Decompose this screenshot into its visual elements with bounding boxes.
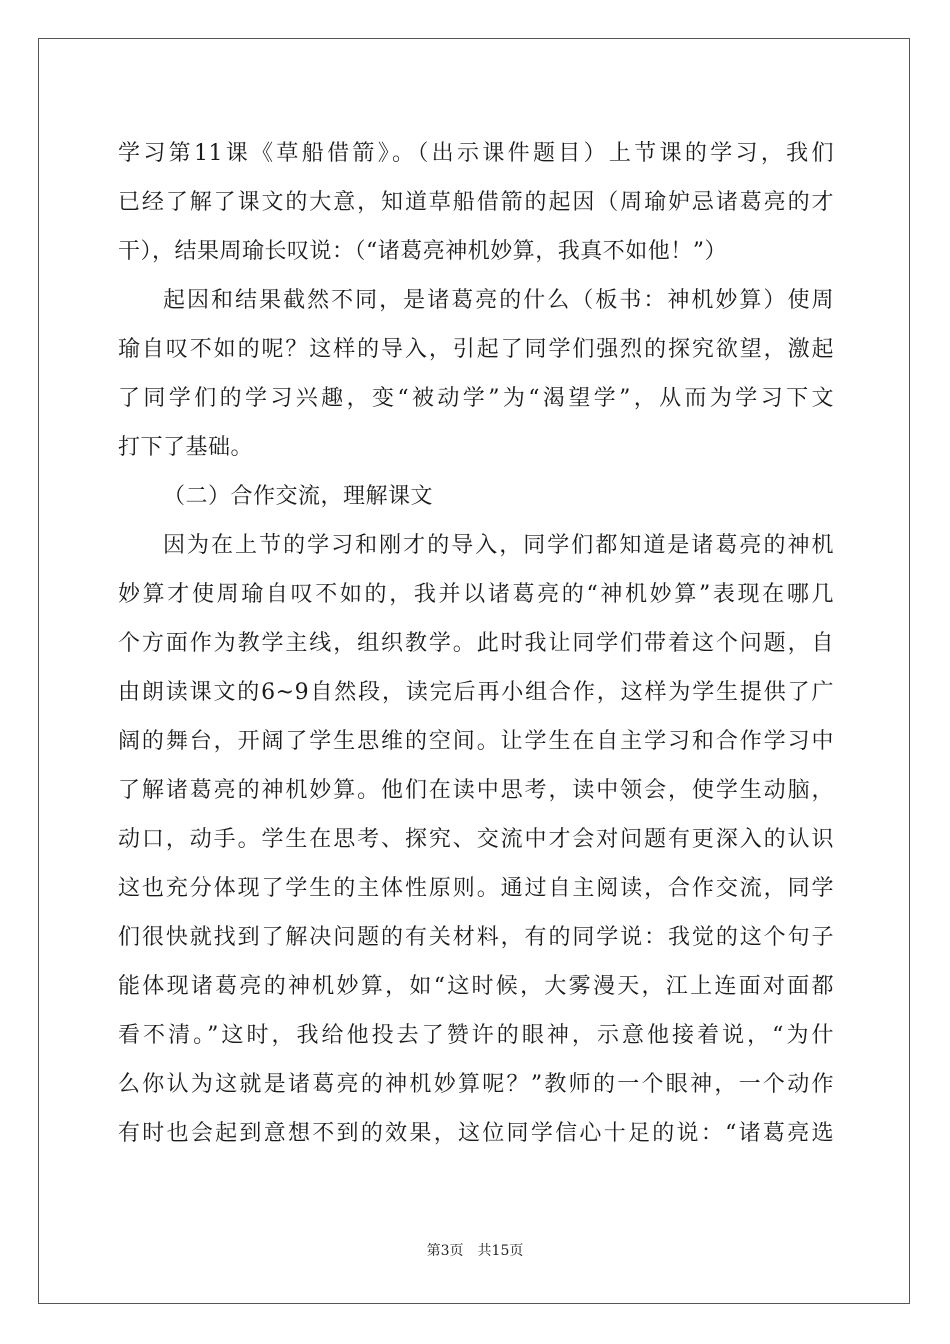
text-line: 能体现诸葛亮的神机妙算，如“这时候，大雾漫天，江上连面对面都 [118, 974, 834, 999]
text-line: 打下了基础。 [118, 435, 254, 460]
page-footer: 第3页 共15页 [426, 1243, 524, 1259]
text-line: 已经了解了课文的大意，知道草船借箭的起因（周瑜妒忌诸葛亮的才 [118, 190, 834, 215]
text-line: 有时也会起到意想不到的效果，这位同学信心十足的说：“诸葛亮选 [118, 1121, 834, 1146]
text-line: 起因和结果截然不同，是诸葛亮的什么（板书：神机妙算）使周 [163, 288, 834, 313]
text-line: 学习第11课《草船借箭》。（出示课件题目）上节课的学习，我们 [118, 141, 834, 166]
text-line: （二）合作交流，理解课文 [163, 484, 434, 509]
text-line: 妙算才使周瑜自叹不如的，我并以诸葛亮的“神机妙算”表现在哪几 [118, 582, 834, 607]
text-line: 么你认为这就是诸葛亮的神机妙算呢？”教师的一个眼神，一个动作 [118, 1072, 834, 1097]
text-line: 瑜自叹不如的呢？这样的导入，引起了同学们强烈的探究欲望，激起 [118, 337, 834, 362]
document-body [118, 129, 834, 1158]
text-line: 由朗读课文的6~9自然段，读完后再小组合作，这样为学生提供了广 [118, 680, 834, 705]
text-line: 阔的舞台，开阔了学生思维的空间。让学生在自主学习和合作学习中 [118, 729, 834, 754]
text-line: 这也充分体现了学生的主体性原则。通过自主阅读，合作交流，同学 [118, 876, 834, 901]
text-line: 看不清。”这时，我给他投去了赞许的眼神，示意他接着说，“为什 [118, 1023, 834, 1048]
text-line: 了同学们的学习兴趣，变“被动学”为“渴望学”，从而为学习下文 [118, 386, 834, 411]
text-line: 动口，动手。学生在思考、探究、交流中才会对问题有更深入的认识 [118, 827, 834, 852]
text-line: 了解诸葛亮的神机妙算。他们在读中思考，读中领会，使学生动脑， [118, 778, 834, 803]
text-line: 个方面作为教学主线，组织教学。此时我让同学们带着这个问题，自 [118, 631, 834, 656]
text-line: 干），结果周瑜长叹说：（“诸葛亮神机妙算，我真不如他！”） [118, 239, 727, 264]
text-line: 因为在上节的学习和刚才的导入，同学们都知道是诸葛亮的神机 [163, 533, 834, 558]
text-line: 们很快就找到了解决问题的有关材料，有的同学说：我觉的这个句子 [118, 925, 834, 950]
